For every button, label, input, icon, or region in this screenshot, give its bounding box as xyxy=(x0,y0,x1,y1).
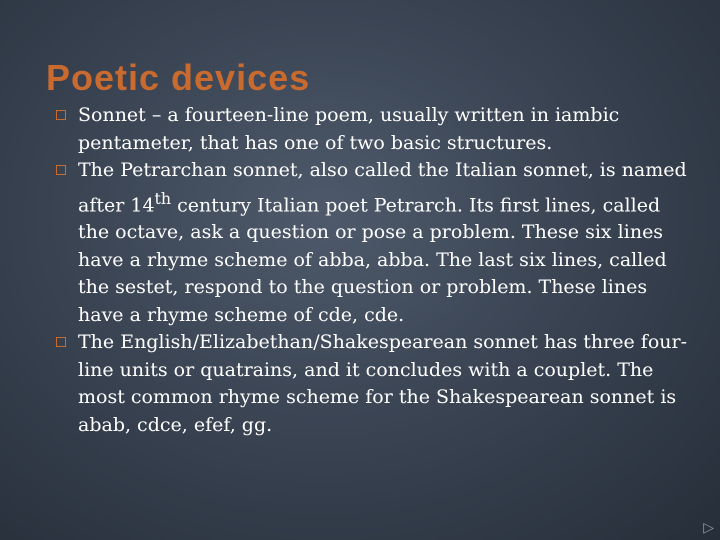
bullet-item-petrarchan xyxy=(78,157,688,329)
corner-arrow-icon: ▷ xyxy=(703,520,714,536)
bullet-text: Sonnet – a fourteen-line poem, usually written in iambic pentameter, that has one of two basic structures. xyxy=(78,104,620,154)
slide-title: Poetic devices xyxy=(46,57,311,98)
bullet-item-shakespearean xyxy=(78,329,688,439)
bullet-list xyxy=(78,102,688,439)
bullet-text: The English/Elizabethan/Shakespearean sonnet has three four-line units or quatrains, and it concludes with a couplet. The most common rhyme scheme for the Shakespearean sonnet is abab, cdce, efef, gg. xyxy=(78,331,687,436)
square-bullet-icon xyxy=(56,165,66,175)
bullet-text-part-2: century Italian poet Petrarch. Its first lines, called the octave, ask a question or pose a problem. These six lines have a rhyme scheme of abba, abba. The last six lines, called the sestet, respond to the question or problem. These lines have a rhyme scheme of cde, cde. xyxy=(78,193,667,326)
square-bullet-icon xyxy=(56,110,66,120)
bullet-item-sonnet xyxy=(78,102,688,157)
bullet-text-part-1: The Petrarchan sonnet, also called the Italian sonnet, is named after 14 xyxy=(78,159,687,216)
square-bullet-icon xyxy=(56,337,66,347)
ordinal-superscript: th xyxy=(154,188,172,208)
